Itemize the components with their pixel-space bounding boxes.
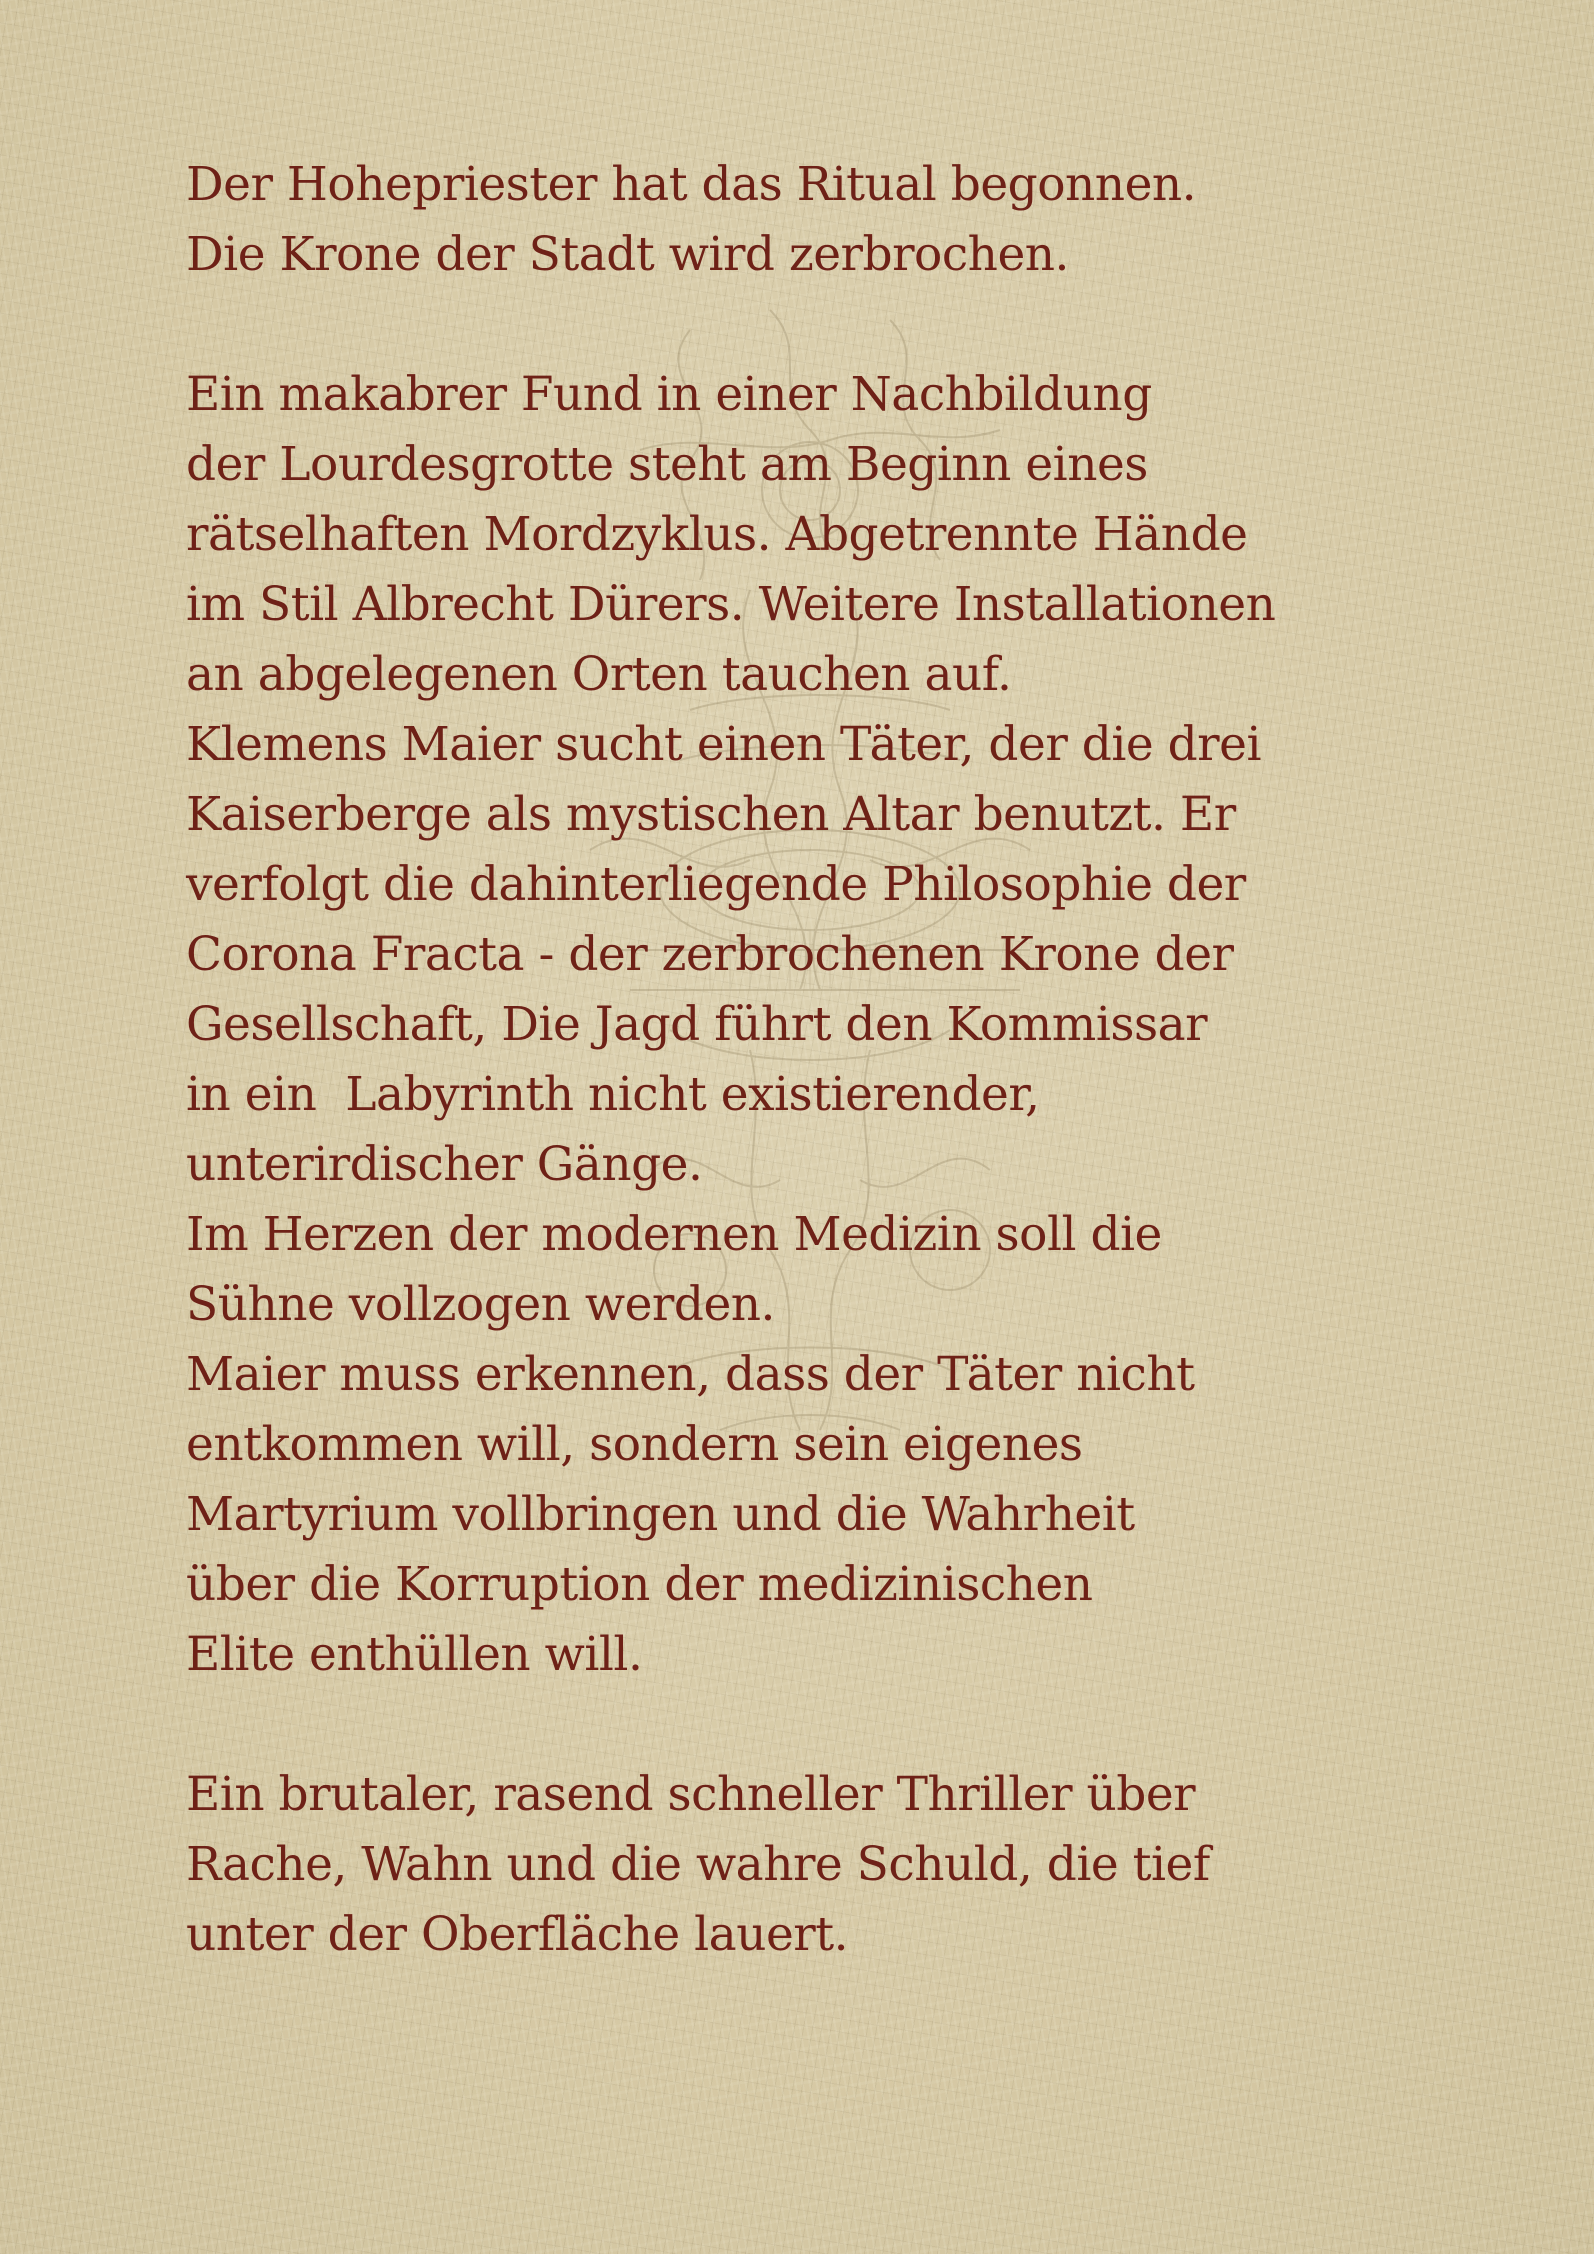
paragraph-gap	[186, 1690, 1446, 1760]
body-line: Elite enthüllen will.	[186, 1627, 643, 1682]
intro-line: Die Krone der Stadt wird zerbrochen.	[186, 227, 1069, 282]
body-line: Sühne vollzogen werden.	[186, 1277, 775, 1332]
body-line: Corona Fracta - der zerbrochenen Krone der	[186, 927, 1234, 982]
body-line: im Stil Albrecht Dürers. Weitere Installationen	[186, 577, 1276, 632]
body-line: Klemens Maier sucht einen Täter, der die drei	[186, 717, 1262, 772]
body-line: entkommen will, sondern sein eigenes	[186, 1417, 1083, 1472]
body-line: Gesellschaft, Die Jagd führt den Kommissar	[186, 997, 1208, 1052]
closing-line: unter der Oberfläche lauert.	[186, 1907, 849, 1962]
body-line: Ein makabrer Fund in einer Nachbildung	[186, 367, 1152, 422]
blurb-text	[186, 150, 1446, 1970]
body-line: der Lourdesgrotte steht am Beginn eines	[186, 437, 1148, 492]
body-line: in ein Labyrinth nicht existierender,	[186, 1067, 1040, 1122]
body-line: Im Herzen der modernen Medizin soll die	[186, 1207, 1162, 1262]
body-line: unterirdischer Gänge.	[186, 1137, 703, 1192]
body-line: Martyrium vollbringen und die Wahrheit	[186, 1487, 1135, 1542]
intro-line: Der Hohepriester hat das Ritual begonnen.	[186, 157, 1197, 212]
closing-line: Ein brutaler, rasend schneller Thriller über	[186, 1767, 1196, 1822]
body-line: an abgelegenen Orten tauchen auf.	[186, 647, 1012, 702]
paragraph-gap	[186, 290, 1446, 360]
body-line: über die Korruption der medizinischen	[186, 1557, 1093, 1612]
body-line: verfolgt die dahinterliegende Philosophie der	[186, 857, 1246, 912]
body-line: Maier muss erkennen, dass der Täter nicht	[186, 1347, 1195, 1402]
body-line: rätselhaften Mordzyklus. Abgetrennte Hände	[186, 507, 1248, 562]
body-line: Kaiserberge als mystischen Altar benutzt. Er	[186, 787, 1236, 842]
closing-line: Rache, Wahn und die wahre Schuld, die tief	[186, 1837, 1210, 1892]
